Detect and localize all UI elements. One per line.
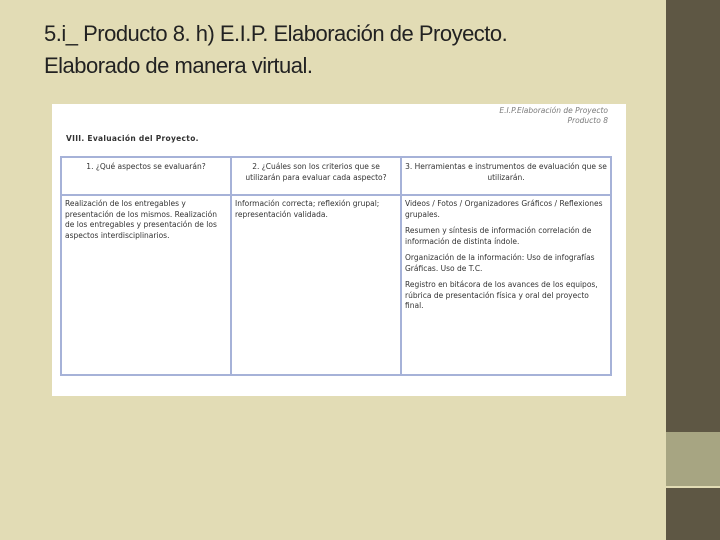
- slide-title-line-2: Elaborado de manera virtual.: [44, 53, 313, 78]
- cell-text: Información correcta; reflexión grupal; representación validada.: [235, 199, 380, 219]
- section-title: VIII. Evaluación del Proyecto.: [66, 134, 199, 143]
- strip-middle-segment: [666, 432, 720, 488]
- cell-tools: [401, 195, 611, 375]
- cell-text: Resumen y síntesis de información correlación de información de distinta índole.: [405, 226, 592, 246]
- document-header-line-1: E.I.P.Elaboración de Proyecto: [499, 106, 608, 115]
- document-header: [499, 106, 608, 126]
- cell-aspects: [61, 195, 231, 375]
- cell-text: Videos / Fotos / Organizadores Gráficos / Reflexiones grupales.: [405, 199, 603, 219]
- column-header-aspects: 1. ¿Qué aspectos se evaluarán?: [61, 157, 231, 195]
- slide-title: [44, 18, 644, 82]
- strip-bottom-segment: [666, 488, 720, 540]
- cell-text: Realización de los entregables y presentación de los mismos. Realización de los entregables y presentación de los aspectos interdisciplinarios.: [65, 199, 217, 240]
- document-image: [52, 104, 626, 396]
- cell-criteria: [231, 195, 401, 375]
- strip-top-segment: [666, 0, 720, 432]
- cell-text: Registro en bitácora de los avances de los equipos, rúbrica de presentación física y oral del proyecto final.: [405, 280, 598, 310]
- evaluation-table: [60, 156, 612, 376]
- document-header-line-2: Producto 8: [567, 116, 608, 125]
- cell-text: Organización de la información: Uso de infografías Gráficas. Uso de T.C.: [405, 253, 595, 273]
- column-header-criteria: 2. ¿Cuáles son los criterios que se utilizarán para evaluar cada aspecto?: [231, 157, 401, 195]
- decorative-side-strip: [666, 0, 720, 540]
- table-header-row: [61, 157, 611, 195]
- strip-divider: [666, 486, 720, 488]
- slide-title-line-1: 5.i_ Producto 8. h) E.I.P. Elaboración de Proyecto.: [44, 21, 508, 46]
- column-header-tools: 3. Herramientas e instrumentos de evaluación que se utilizarán.: [401, 157, 611, 195]
- table-row: [61, 195, 611, 375]
